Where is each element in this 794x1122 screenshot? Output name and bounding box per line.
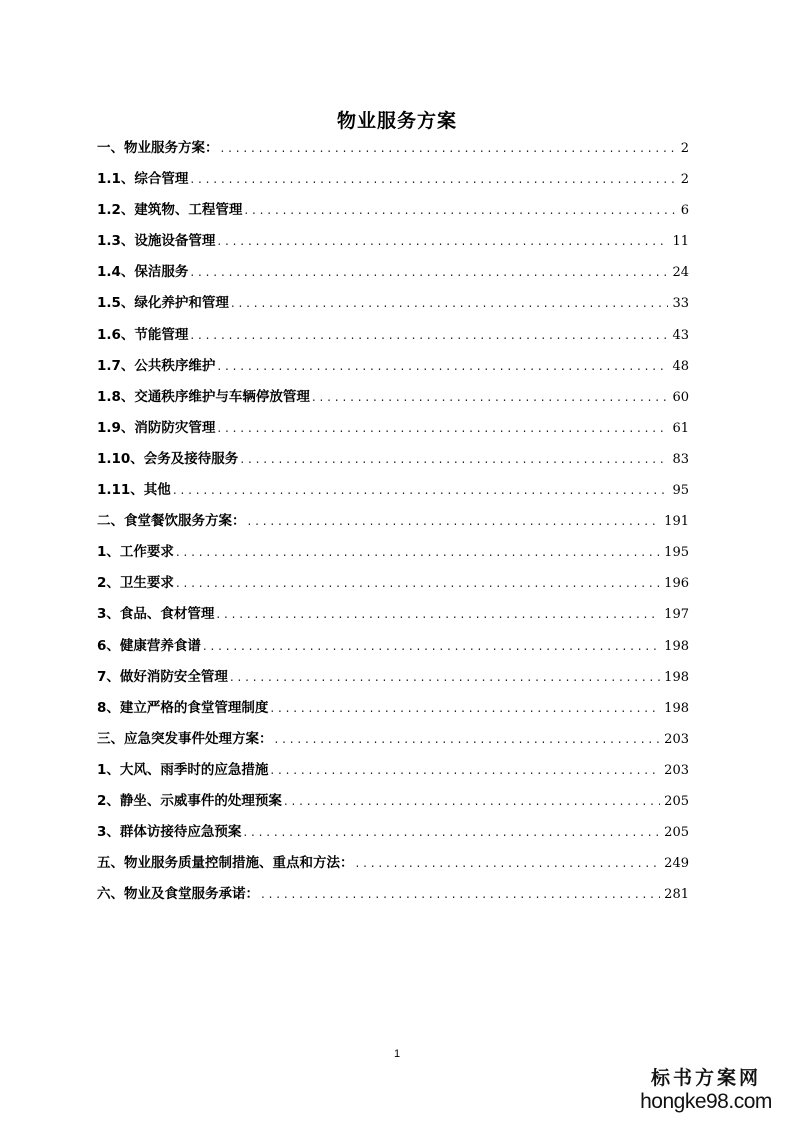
toc-entry-page: 43	[672, 327, 689, 343]
toc-entry[interactable]	[97, 568, 689, 599]
toc-entry[interactable]	[97, 382, 689, 413]
toc-entry-page: 203	[664, 762, 689, 778]
toc-entry[interactable]	[97, 320, 689, 351]
toc-entry[interactable]	[97, 817, 689, 848]
toc-leader-dots	[230, 662, 660, 693]
document-title: 物业服务方案	[336, 110, 457, 132]
watermark-logo	[636, 1066, 776, 1114]
toc-entry-page: 60	[672, 389, 689, 405]
toc-entry[interactable]	[97, 693, 689, 724]
toc-leader-dots	[243, 817, 660, 848]
toc-leader-dots	[176, 537, 660, 568]
toc-leader-dots	[240, 444, 668, 475]
toc-entry-label: 二、食堂餐饮服务方案：	[97, 513, 246, 530]
toc-entry-label: 1.4、保洁服务	[97, 264, 189, 281]
toc-entry-page: 61	[672, 420, 689, 436]
toc-entry-page: 198	[664, 638, 689, 654]
toc-entry-page: 281	[664, 887, 689, 903]
toc-entry-page: 205	[664, 793, 689, 809]
toc-entry-label: 1.1、综合管理	[97, 171, 189, 188]
toc-entry[interactable]	[97, 444, 689, 475]
toc-entry-page: 203	[664, 731, 689, 747]
toc-leader-dots	[190, 320, 668, 351]
toc-entry[interactable]	[97, 724, 689, 755]
toc-entry-page: 249	[664, 856, 689, 872]
toc-leader-dots	[312, 382, 669, 413]
toc-entry-label: 3、群体访接待应急预案	[97, 824, 242, 841]
toc-entry[interactable]	[97, 195, 689, 226]
toc-entry[interactable]	[97, 226, 689, 257]
toc-entry-page: 6	[680, 203, 689, 219]
toc-leader-dots	[221, 133, 677, 164]
toc-entry-label: 六、物业及食堂服务承诺：	[97, 886, 259, 903]
toc-leader-dots	[173, 475, 669, 506]
toc-leader-dots	[270, 693, 660, 724]
toc-entry[interactable]	[97, 475, 689, 506]
toc-entry[interactable]	[97, 786, 689, 817]
toc-entry-page: 198	[664, 700, 689, 716]
toc-entry-page: 205	[664, 825, 689, 841]
toc-entry-page: 197	[664, 607, 689, 623]
toc-entry-label: 1.7、公共秩序维护	[97, 357, 216, 374]
toc-leader-dots	[176, 568, 660, 599]
toc-entry[interactable]	[97, 537, 689, 568]
toc-entry-label: 1.8、交通秩序维护与车辆停放管理	[97, 388, 310, 405]
toc-entry-label: 1.11、其他	[97, 482, 171, 499]
toc-leader-dots	[217, 226, 668, 257]
toc-entry-page: 11	[672, 234, 689, 250]
toc-entry-page: 24	[672, 265, 689, 281]
toc-entry-label: 2、卫生要求	[97, 575, 174, 592]
toc-entry[interactable]	[97, 599, 689, 630]
toc-leader-dots	[217, 351, 668, 382]
toc-entry-label: 1、工作要求	[97, 544, 174, 561]
toc-leader-dots	[275, 724, 661, 755]
toc-entry[interactable]	[97, 257, 689, 288]
toc-entry[interactable]	[97, 631, 689, 662]
toc-entry-page: 196	[664, 576, 689, 592]
toc-entry-page: 48	[672, 358, 689, 374]
toc-entry-page: 191	[664, 514, 689, 530]
toc-entry-page: 2	[680, 172, 689, 188]
toc-leader-dots	[217, 413, 668, 444]
toc-entry[interactable]	[97, 506, 689, 537]
toc-entry-label: 1.2、建筑物、工程管理	[97, 202, 243, 219]
toc-entry-label: 1、大风、雨季时的应急措施	[97, 761, 269, 778]
toc-entry[interactable]	[97, 848, 689, 879]
table-of-contents	[97, 133, 689, 910]
toc-entry-page: 195	[664, 545, 689, 561]
toc-leader-dots	[356, 848, 661, 879]
toc-entry-page: 95	[672, 483, 689, 499]
toc-entry-label: 五、物业服务质量控制措施、重点和方法：	[97, 855, 354, 872]
toc-entry-label: 1.5、绿化养护和管理	[97, 295, 229, 312]
toc-entry[interactable]	[97, 288, 689, 319]
toc-entry-page: 83	[672, 451, 689, 467]
toc-entry-label: 8、建立严格的食堂管理制度	[97, 699, 269, 716]
toc-entry-label: 2、静坐、示威事件的处理预案	[97, 792, 282, 809]
toc-entry-label: 3、食品、食材管理	[97, 606, 215, 623]
toc-entry[interactable]	[97, 164, 689, 195]
toc-entry-label: 1.6、节能管理	[97, 326, 189, 343]
toc-entry[interactable]	[97, 351, 689, 382]
watermark-chinese-text: 标书方案网	[650, 1067, 761, 1089]
toc-entry[interactable]	[97, 133, 689, 164]
toc-entry-label: 1.3、设施设备管理	[97, 233, 216, 250]
toc-leader-dots	[248, 506, 661, 537]
toc-entry-page: 198	[664, 669, 689, 685]
toc-leader-dots	[190, 164, 676, 195]
watermark-domain-text: hongke98.com	[640, 1090, 772, 1113]
toc-entry-label: 1.9、消防防灾管理	[97, 419, 216, 436]
toc-entry-label: 6、健康营养食谱	[97, 637, 201, 654]
toc-entry-label: 一、物业服务方案：	[97, 140, 219, 156]
toc-entry-label: 1.10、会务及接待服务	[97, 450, 239, 467]
toc-entry[interactable]	[97, 755, 689, 786]
toc-entry[interactable]	[97, 413, 689, 444]
toc-leader-dots	[244, 195, 676, 226]
toc-entry-label: 7、做好消防安全管理	[97, 668, 228, 685]
toc-leader-dots	[270, 755, 660, 786]
toc-leader-dots	[261, 879, 660, 910]
toc-leader-dots	[203, 631, 660, 662]
toc-entry-page: 33	[672, 296, 689, 312]
toc-leader-dots	[231, 288, 669, 319]
toc-leader-dots	[284, 786, 660, 817]
toc-entry-page: 2	[680, 141, 689, 156]
toc-entry[interactable]	[97, 879, 689, 910]
toc-leader-dots	[216, 599, 660, 630]
toc-entry-label: 三、应急突发事件处理方案：	[97, 730, 273, 747]
toc-leader-dots	[190, 257, 668, 288]
toc-entry[interactable]	[97, 662, 689, 693]
page-number: 1	[393, 1048, 401, 1060]
